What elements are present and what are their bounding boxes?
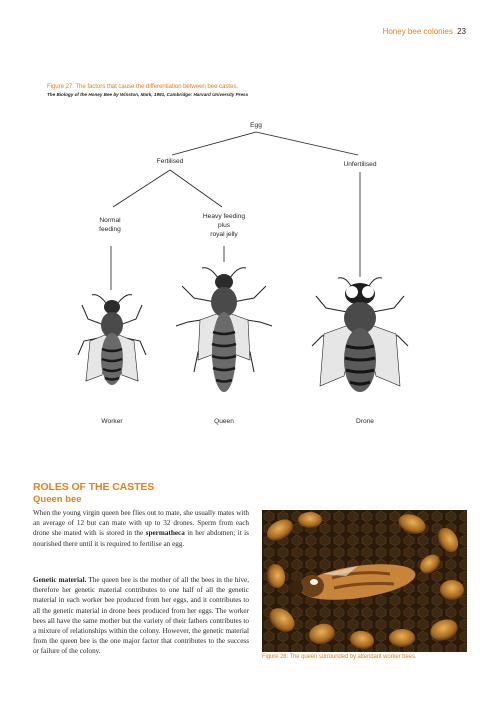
- node-heavy-line-2: plus: [217, 222, 231, 229]
- node-normal-line-2: feeding: [99, 226, 121, 233]
- paragraph-mating: [33, 508, 249, 549]
- queen-bee-illustration: [176, 268, 272, 392]
- caste-label-worker: Worker: [101, 418, 123, 425]
- node-normal-line-1: Normal: [99, 217, 121, 224]
- figure-27-source: The Biology of the Honey Bee by Winston, Mark, 1991, Cambridge: Harvard University Press: [47, 92, 249, 97]
- node-unfertilised: Unfertilised: [343, 161, 377, 168]
- paragraph-genetic-material: [33, 575, 249, 657]
- node-heavy-line-3: royal jelly: [210, 231, 238, 238]
- node-heavy-feeding: [203, 212, 245, 239]
- section-title: ROLES OF THE CASTES: [33, 481, 155, 493]
- caste-label-queen: Queen: [214, 418, 234, 425]
- line-fertilised-heavy: [170, 170, 222, 207]
- page-number: 23: [457, 27, 466, 36]
- node-fertilised: Fertilised: [156, 158, 184, 165]
- node-heavy-line-1: Heavy feeding: [202, 213, 246, 220]
- term-genetic-material: Genetic material.: [33, 576, 87, 584]
- figure-27-caption: Figure 27: The factors that cause the differentiation between bee castes.: [47, 83, 238, 90]
- section-subtitle: Queen bee: [33, 494, 82, 505]
- paragraph-mating-text-b: in her abdomen; it is nourished there until it is required to fertilise an egg.: [33, 529, 249, 548]
- figure-28-caption: Figure 28: The queen surrounded by attendant worker bees.: [262, 654, 417, 660]
- term-spermatheca: spermatheca: [145, 529, 185, 538]
- line-egg-fertilised: [172, 132, 256, 155]
- caste-label-drone: Drone: [356, 418, 374, 425]
- drone-bee-illustration: [312, 278, 408, 392]
- line-egg-unfertilised: [256, 132, 358, 155]
- paragraph-mating-text-a: When the young virgin queen bee flies out to mate, she usually mates with an average of 12 but can mate with up to 32 drones. Sperm from each drone she mated with is stored in the: [33, 509, 249, 538]
- worker-bee-illustration: [78, 295, 146, 385]
- paragraph-genetic-text: The queen bee is the mother of all the bees in the hive, therefore her genetic material contributes to one half of all the genetic material in each worker bee produced from her eggs, and it contributes to all the genetic material in drone bees produced from her eggs. The worker bees all have the same mother but the variety of their fathers contributes to a mixture of relationships within the colony. However, the genetic material from the queen bee is the one major factor that contributes to the success or failure of the colony.: [33, 576, 249, 656]
- line-fertilised-normal: [113, 170, 170, 207]
- node-normal-feeding: [99, 216, 121, 234]
- header-section-title: Honey bee colonies: [382, 27, 453, 36]
- queen-attendants-photo: [262, 510, 467, 652]
- photo-illustration: [262, 510, 467, 652]
- node-egg: Egg: [250, 122, 262, 129]
